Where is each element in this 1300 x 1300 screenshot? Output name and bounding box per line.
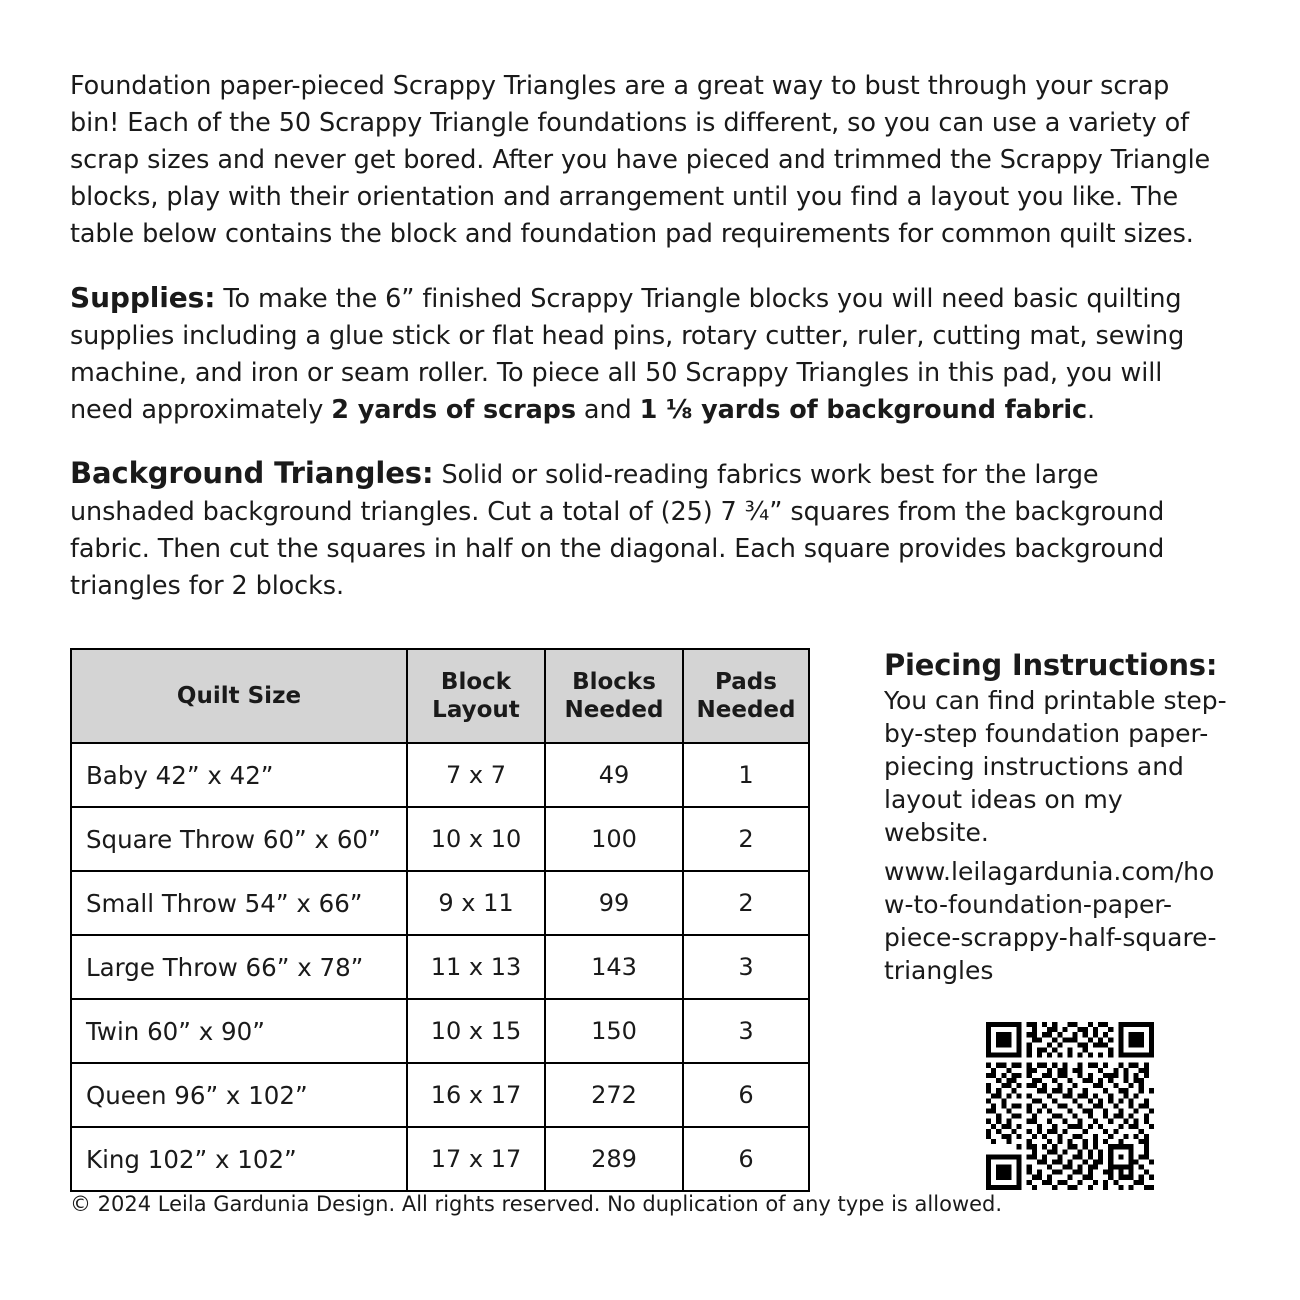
cell-block-layout: 16 x 17 — [407, 1063, 545, 1127]
cell-pads-needed: 2 — [683, 871, 809, 935]
quilt-size-table-container — [70, 648, 808, 1192]
table-row — [71, 871, 809, 935]
cell-block-layout: 9 x 11 — [407, 871, 545, 935]
cell-pads-needed: 3 — [683, 935, 809, 999]
cell-quilt-size: Baby 42” x 42” — [71, 743, 407, 807]
table-row — [71, 807, 809, 871]
cell-block-layout: 10 x 15 — [407, 999, 545, 1063]
piecing-instructions-body: You can find printable step-by-step foundation paper-piecing instructions and layout ideas on my website. — [884, 686, 1227, 847]
cell-quilt-size: Square Throw 60” x 60” — [71, 807, 407, 871]
table-row — [71, 935, 809, 999]
table-row — [71, 999, 809, 1063]
cell-blocks-needed: 100 — [545, 807, 683, 871]
piecing-instructions-heading: Piecing Instructions: — [884, 648, 1218, 682]
column-header-quilt-size: Quilt Size — [71, 649, 407, 743]
supplies-text-before: To make the 6” finished Scrappy Triangle blocks you will need basic quilting supplies including a glue stick or flat head pins, rotary cutter, ruler, cutting mat, sewing machine, and iron or seam roller. To piece all 50 Scrappy Triangles in this pad, you will need approximately — [70, 284, 1185, 425]
supplies-text-middle: and — [575, 395, 640, 425]
supplies-heading: Supplies: — [70, 281, 216, 314]
cell-pads-needed: 6 — [683, 1063, 809, 1127]
intro-paragraph: Foundation paper-pieced Scrappy Triangles are a great way to bust through your scrap bin! Each of the 50 Scrappy Triangle foundations is different, so you can use a variety of scrap sizes and never get bored. After you have pieced and trimmed the Scrappy Triangle blocks, play with their orientation and arrangement until you find a layout you like. The table below contains the block and foundation pad requirements for common quilt sizes. — [70, 71, 1211, 249]
cell-pads-needed: 6 — [683, 1127, 809, 1191]
cell-blocks-needed: 143 — [545, 935, 683, 999]
cell-block-layout: 11 x 13 — [407, 935, 545, 999]
cell-block-layout: 10 x 10 — [407, 807, 545, 871]
cell-blocks-needed: 289 — [545, 1127, 683, 1191]
quilt-size-table — [70, 648, 810, 1192]
cell-pads-needed: 3 — [683, 999, 809, 1063]
supplies-text-after: . — [1087, 395, 1096, 425]
cell-quilt-size: Large Throw 66” x 78” — [71, 935, 407, 999]
background-text: Solid or solid-reading fabrics work best for the large unshaded background triangles. Cut a total of (25) 7 ¾” squares from the background fabric. Then cut the squares in half on the diagonal. Each square provides background triangles for 2 blocks. — [70, 460, 1165, 601]
cell-blocks-needed: 150 — [545, 999, 683, 1063]
supplies-bold-background: 1 ⅛ yards of background fabric — [639, 395, 1088, 425]
copyright-notice: © 2024 Leila Gardunia Design. All rights reserved. No duplication of any type is allowed. — [70, 1192, 1003, 1216]
cell-pads-needed: 1 — [683, 743, 809, 807]
column-header-pads-needed: Pads Needed — [683, 649, 809, 743]
supplies-paragraph — [70, 279, 1215, 429]
website-url[interactable]: www.leilagardunia.com/how-to-foundation-paper-piece-scrappy-half-square-triangles — [884, 857, 1217, 985]
cell-quilt-size: King 102” x 102” — [71, 1127, 407, 1191]
piecing-instructions-section — [884, 648, 1244, 987]
qr-code-icon[interactable] — [986, 1022, 1154, 1190]
background-heading: Background Triangles: — [70, 456, 434, 490]
cell-blocks-needed: 49 — [545, 743, 683, 807]
column-header-block-layout: Block Layout — [407, 649, 545, 743]
cell-block-layout: 7 x 7 — [407, 743, 545, 807]
supplies-bold-scraps: 2 yards of scraps — [331, 395, 576, 425]
column-header-blocks-needed: Blocks Needed — [545, 649, 683, 743]
cell-quilt-size: Small Throw 54” x 66” — [71, 871, 407, 935]
cell-quilt-size: Twin 60” x 90” — [71, 999, 407, 1063]
table-row — [71, 743, 809, 807]
table-row — [71, 1063, 809, 1127]
cell-blocks-needed: 272 — [545, 1063, 683, 1127]
cell-block-layout: 17 x 17 — [407, 1127, 545, 1191]
document-body — [70, 68, 1230, 631]
cell-pads-needed: 2 — [683, 807, 809, 871]
background-paragraph — [70, 455, 1200, 605]
table-row — [71, 1127, 809, 1191]
cell-blocks-needed: 99 — [545, 871, 683, 935]
cell-quilt-size: Queen 96” x 102” — [71, 1063, 407, 1127]
table-header-row — [71, 649, 809, 743]
